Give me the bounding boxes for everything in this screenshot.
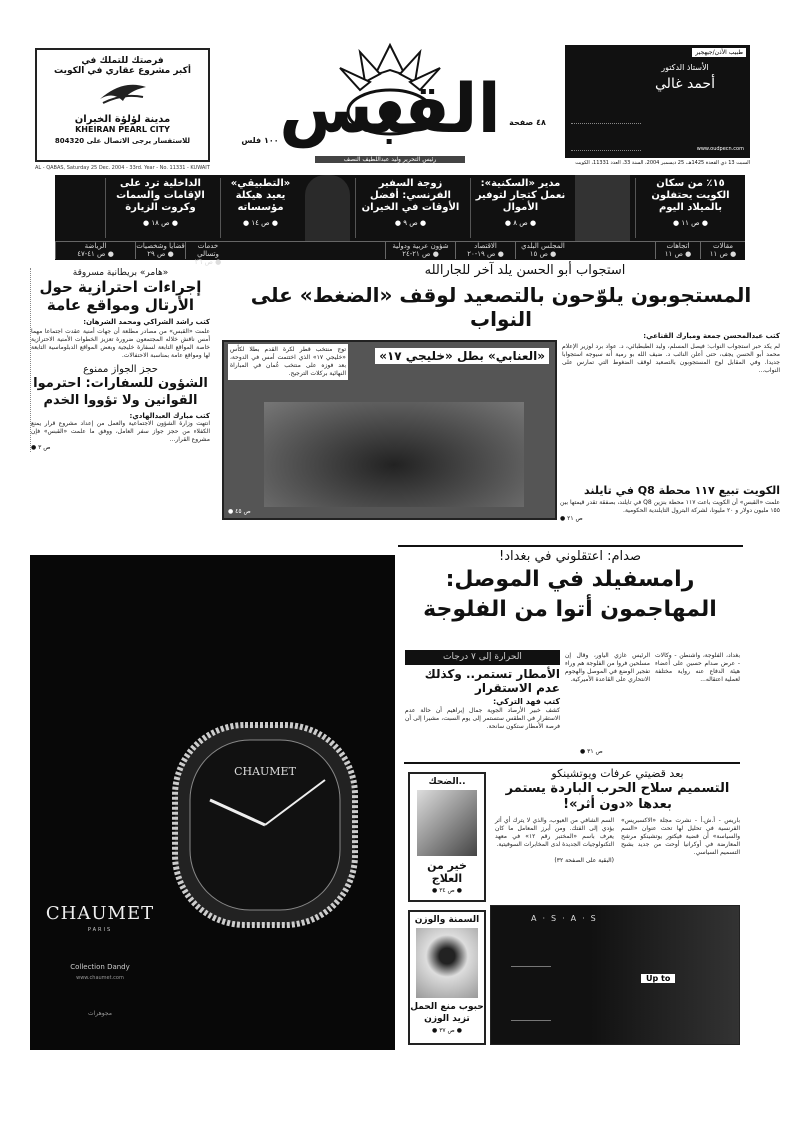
- poison-col2: السم الشافي من العيوب، والذي لا يترك أي أثر يؤدي إلى الفتك. ومن أبرز المعامل ما كان يعرف باسم «المختبر رقم ١٢» في معهد التكنولوجيات الجديدة لدى المخابرات السوفيتية.: [495, 817, 614, 848]
- weather-byline: كتب فهد التركي:: [492, 697, 560, 706]
- q8-body: علمت «القبس» أن الكويت باعت ١١٧ محطة بنزين Q8 في تايلند، بصفقة تقدر قيمتها بين ١٥٥ مليون دولار و ٢٠ مليونا، لشركة البترول التايلندية الحكومية.: [560, 499, 780, 514]
- left-kicker2: حجز الجواز ممنوع: [83, 364, 158, 375]
- q8-story: [560, 484, 780, 523]
- ad-name-en: KHEIRAN PEARL CITY: [75, 125, 170, 134]
- gulf-cup-photo: [222, 340, 557, 520]
- teaser-item[interactable]: مدير «السكنية»: نعمل كتجار لتوفير الأموال ● ص ٨ ●: [470, 178, 570, 238]
- poison-kicker: بعد قضيتي عرفات ويوتشينكو: [551, 767, 684, 780]
- divider: [404, 762, 740, 764]
- section-tab[interactable]: الاقتصاد ● ص ١٩-٢٠: [455, 242, 515, 259]
- section-tab[interactable]: مقالات ● ص ١١: [700, 242, 745, 259]
- weather-body: كشف خبير الأرصاد الجوية جمال إبراهيم أن حالة عدم الاستقرار في الطقس ستستمر إلى يوم السبت، مشيرا إلى أن فرصة الأمطار ستكون سانحة.: [405, 707, 560, 730]
- lead-headline[interactable]: المستجوبون يلوّحون بالتصعيد لوقف «الضغط» على النواب: [250, 283, 752, 331]
- side-title: السمنة والوزن: [414, 915, 480, 925]
- ad-contact: للاستفسار يرجى الاتصال على 804320: [54, 137, 191, 145]
- team-celebration-image: [264, 402, 524, 507]
- lead-body: لم يكد حبر استجواب النواب: فيصل المسلم، وليد الطبطبائي، د. عواد برد لوزير الإعلام محمد أبو الحسن يجف، حتى أعلن النائب د. ضيف الله بو رمية أنه سيوجه استجوابا جديدا. وفي المقابل لوح المستجوبون بالتصعيد لوقف الضغوط التي تمارس على النواب...: [562, 343, 780, 374]
- lead-kicker: استجواب أبو الحسن يلد آخر للجارالله: [424, 263, 626, 278]
- calendar-grid: [571, 123, 641, 151]
- teaser-item[interactable]: زوجة السفير الفرنسي: أفضل الأوقات في الخيران ● ص ٩ ●: [355, 178, 465, 238]
- iraq-kicker: صدام: اعتقلوني في بغداد!: [498, 549, 642, 564]
- section-tab[interactable]: خدمات وتسالي ● ص ٢٦: [185, 242, 230, 259]
- ad-website: www.chaumet.com: [76, 975, 124, 981]
- poison-headline[interactable]: التسميم سلاح الحرب الباردة يستمر بعدها «دون أثر»!: [505, 781, 730, 812]
- side-headline: حبوب منع الحمل تزيد الوزن: [410, 1002, 484, 1024]
- svg-text:CHAUMET: CHAUMET: [234, 765, 296, 778]
- iraq-page: ● ص ٣١: [580, 748, 603, 755]
- photo-page: ● ص ٤٥: [228, 508, 251, 515]
- photo-caption: توج منتخب قطر لكرة القدم بطلا لكأس «خليجي ١٧» الذي اختتمت أمس في الدوحة، بعد فوزه على منتخب عُمان في المباراة النهائية بركلات الترجيح.: [228, 344, 348, 380]
- lead-byline: كتب عبدالمحسن جمعة ومبارك القناعي:: [643, 332, 780, 340]
- q8-headline[interactable]: الكويت تبيع ١١٧ محطة Q8 في تايلند: [584, 484, 780, 497]
- iraq-heads: [400, 549, 740, 625]
- divider: [398, 545, 743, 547]
- ad-collection: Collection Dandy: [70, 963, 130, 971]
- iraq-headline2[interactable]: المهاجمون أتوا من الفلوجة: [423, 597, 717, 622]
- asas-lines: [511, 966, 551, 1021]
- watch-icon: [150, 705, 380, 955]
- section-tab[interactable]: الرياضة ● ص ٤١-٤٧: [55, 242, 135, 259]
- svg-text:القبس: القبس: [279, 70, 501, 149]
- date-en: AL - QABAS, Saturday 25 Dec. 2004 - 33rd. Year - No. 11331 - KUWAIT: [35, 165, 210, 171]
- poison-story: [495, 767, 740, 865]
- side-page: ● ص ٣٤ ●: [432, 887, 462, 894]
- chaumet-ad: [30, 555, 395, 1050]
- asas-brand: A·S·A·S: [531, 914, 602, 923]
- left-kicker1: «هامر» بريطانية مسروقة: [72, 268, 169, 278]
- doctor-ad-label: طبيب الأذن/جيهجير: [692, 48, 746, 57]
- left-byline2: كتب مبارك العبدالهادي:: [129, 412, 210, 420]
- doctor-name: أحمد غالي: [655, 76, 715, 92]
- meditation-photo: [416, 928, 478, 998]
- ad-brand: CHAUMET: [45, 903, 155, 924]
- weather-banner: الحرارة إلى ٧ درجات: [405, 650, 560, 665]
- kheiran-pearl-ad: [35, 48, 210, 162]
- left-body1: علمت «القبس» من مصادر مطلعة أن جهات أمنية عقدت اجتماعا مهما أمس ناقش خلاله المجتمعون ضرورة تعزيز الخطوات الأمنية الاحترازية خاصة المواقع التابعة لسفارة خليجية وبعض المواقع الدبلوماسية التابعة لها ومواقع عامة بمناسبة الاحتفالات.: [31, 328, 210, 359]
- ad-line1: فرصتك للتملك في: [81, 56, 164, 66]
- pearl-logo-icon: [98, 79, 148, 107]
- sidebar-weight[interactable]: [408, 910, 486, 1045]
- sidebar-laughter[interactable]: [408, 772, 486, 902]
- teaser-item[interactable]: الداخلية ترد على الإقامات والسمات وكروت الزيارة ● ص ١٨ ●: [105, 178, 215, 238]
- christmas-tree-photo: [575, 175, 630, 241]
- poison-more: (البقية على الصفحة ٣٢): [554, 857, 614, 864]
- doctor-title: الأستاذ الدكتور: [661, 63, 709, 72]
- ad-city: PARIS: [87, 927, 113, 933]
- side-title: الضحك..: [428, 777, 466, 787]
- left-body2: انتهت وزارة الشؤون الاجتماعية والعمل من إعداد مشروع قرار يمنع الكفلاء من حجز جواز سفر العامل، ووفق ما علمت «القبس» فإن مشروع القرار...: [31, 420, 210, 443]
- laughing-woman-photo: [417, 790, 477, 856]
- section-tab[interactable]: المجلس البلدي ● ص ١٥: [515, 242, 570, 259]
- left-head1[interactable]: إجراءات احترازية حول الأرتال ومواقع عامة: [39, 278, 202, 314]
- section-tab[interactable]: اتجاهات ● ص ١١: [655, 242, 700, 259]
- teaser-banner: [55, 175, 745, 266]
- date-ar: السبت 13 ذي القعدة 1425هـ، 25 ديسمبر 2004، السنة 33، العدد 11331، الكويت: [575, 160, 750, 166]
- teaser-item[interactable]: ١٥٪ من سكان الكويت يحتفلون بالميلاد اليوم ● ص ١١ ●: [635, 178, 745, 238]
- price: ١٠٠ فلس: [241, 136, 279, 145]
- ad-name-ar: مدينة لؤلؤة الخيران: [74, 114, 171, 125]
- side-page: ● ص ٣٧ ●: [432, 1027, 462, 1034]
- left-page2: ● ص ٣: [31, 444, 51, 451]
- left-head2[interactable]: الشؤون للسفارات: احترموا القوانين ولا تؤووا الخدم: [33, 376, 208, 408]
- section-tab[interactable]: قضايا وشخصيات ● ص ٢٩: [136, 242, 185, 258]
- teaser-item[interactable]: «التطبيقي» يعيد هيكلة مؤسساته ● ص ١٤ ●: [220, 178, 300, 238]
- iraq-col1: بغداد، الفلوجة، واشنطن - وكالات - عرض صدام حسين على أعضاء هيئة الدفاع عنه رواية مختلفة لعملية اعتقاله...: [655, 652, 740, 683]
- section-tab[interactable]: شؤون عربية ودولية ● ص ٢١-٢٤: [385, 242, 455, 259]
- tagline: رئيس التحرير وليد عبداللطيف النصف: [315, 156, 465, 163]
- iraq-headline1[interactable]: رامسفيلد في الموصل:: [445, 567, 695, 592]
- weather-story: [405, 650, 560, 731]
- poison-col1: باريس - أ.ش.أ - نشرت مجلة «الاكسبريس» الفرنسية في تحليل لها تحت عنوان «السم والسياسة» أن قضية فيكتور يوتشينكو مرشح المعارضة في أوكرانيا أوحت من جديد بشبح التسميم السياسي.: [621, 817, 740, 856]
- ambassador-wife-photo: [305, 175, 350, 241]
- left-column: [30, 268, 210, 452]
- asas-ad: [490, 905, 740, 1045]
- page-count: ٤٨ صفحة: [509, 118, 546, 127]
- asas-badge: Up to: [641, 974, 675, 983]
- side-headline: خير من العلاج: [427, 859, 467, 885]
- weather-headline[interactable]: الأمطار تستمر.. وكذلك عدم الاستقرار: [424, 667, 560, 695]
- q8-page: ● ص ٢١: [560, 515, 583, 522]
- ad-line2: أكبر مشروع عقاري في الكويت: [54, 66, 191, 76]
- doctor-website: www.oudpecn.com: [696, 146, 744, 152]
- doctor-ad: [565, 45, 750, 158]
- photo-caption-title: «العنابي» بطل «خليجي ١٧»: [375, 348, 549, 364]
- iraq-col2: الرئيس غازي الياور، وقال إن مسلحين فروا من الفلوجة هم وراء تفجير الوضع في الموصل والهجوم الانتحاري على القاعدة الأميركية.: [565, 652, 650, 683]
- left-byline1: كتب راشد الشراكي ومحمد الشرهان:: [83, 318, 210, 326]
- section-tabs: [55, 241, 745, 266]
- ad-dealer: مجوهرات: [88, 1010, 112, 1017]
